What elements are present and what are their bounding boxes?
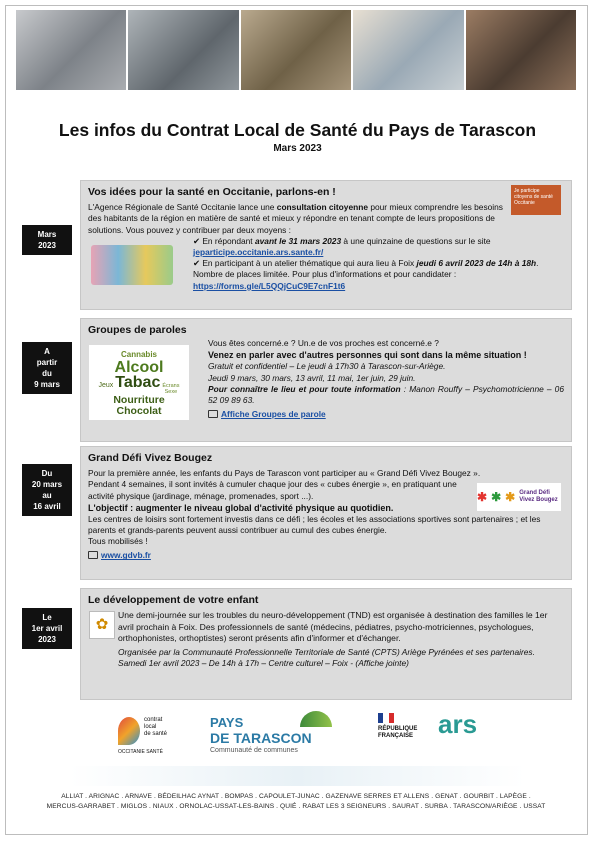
photo-group xyxy=(128,10,238,90)
gdvb-logo: ✱ ✱ ✱ Grand Défi Vivez Bougez xyxy=(477,483,561,511)
folder-icon xyxy=(208,410,218,418)
photo-hands xyxy=(466,10,576,90)
text-line: Pour la première année, les enfants du Pays de Tarascon vont participer au « Grand Défi Vivez Bougez ». xyxy=(88,468,481,479)
link-gdvb[interactable]: www.gdvb.fr xyxy=(101,550,151,561)
text-line: Organisée par la Communauté Professionnelle Territoriale de Santé (CPTS) Ariège Pyrénées et ses partenaires. Samedi 1er avril 2023 – De 14h à 17h – Centre culturel – Foix - (Affiche jointe) xyxy=(118,646,535,669)
text-line: Vous êtes concerné.e ? Un.e de vos proches est concerné.e ? xyxy=(208,338,439,349)
section-heading: Grand Défi Vivez Bougez xyxy=(88,452,213,464)
text-line: Gratuit et confidentiel – Le jeudi à 17h30 à Tarascon-sur-Ariège. xyxy=(208,361,446,372)
date-tag-1: Mars 2023 xyxy=(22,225,72,255)
section-heading: Vos idées pour la santé en Occitanie, parlons-en ! xyxy=(88,186,336,198)
footer-communes: ALLIAT . ARIGNAC . ARNAVE . BÉDEILHAC AYNAT . BOMPAS . CAPOULET-JUNAC . GAZENAVE SERRES ET ALLENS . GENAT . GOURBIT . LAPÈGE . MERCUS-GARRABET . MIGLOS . NIAUX . ORNOLAC-USSAT-LES-BAINS . QUIÉ . RABAT LES 3 SEIGNEURS . SAURAT . SURBA . TARASCON/ARIÈGE . USSAT xyxy=(46,793,546,810)
link-jeparticipe[interactable]: jeparticipe.occitanie.ars.sante.fr/ xyxy=(193,247,324,258)
ars-logo: ars xyxy=(438,709,478,739)
decorative-wave xyxy=(70,766,525,786)
volunteers-illustration xyxy=(91,245,173,285)
top-photo-strip xyxy=(16,10,576,90)
folder-icon xyxy=(88,551,98,559)
section-tnd xyxy=(80,588,572,700)
link-forms[interactable]: https://forms.gle/L5QQjCuC9E7cnF1t6 xyxy=(193,280,346,291)
date-tag-3: Du 20 mars au 16 avril xyxy=(22,464,72,516)
photo-window xyxy=(353,10,463,90)
date-tag-2: A partir du 9 mars xyxy=(22,342,72,394)
text-line: Les centres de loisirs sont fortement investis dans ce défi ; les écoles et les associations sportives sont partenaires ; et les parents et grands-parents peuvent aussi contribuer au cumul des cubes énergie. xyxy=(88,513,541,536)
section-intro: L'Agence Régionale de Santé Occitanie lance une consultation citoyenne pour mieux comprendre les besoins des habitants de la région en matière de santé et mieux y répondre en tenant compte de leurs propositions de solutions. Vous pouvez y contribuer par deux moyens : xyxy=(88,202,503,235)
section-heading: Le développement de votre enfant xyxy=(88,594,259,606)
brain-icon: ✿ xyxy=(89,611,115,639)
photo-meeting xyxy=(241,10,351,90)
section-gdvb xyxy=(80,446,572,580)
date-tag-4: Le 1er avril 2023 xyxy=(22,608,72,649)
photo-keyboard xyxy=(16,10,126,90)
text-line: Venez en parler avec d'autres personnes qui sont dans la même situation ! xyxy=(208,350,527,361)
text-line: Pendant 4 semaines, il sont invités à cumuler chaque jour des « cubes énergie », en pratiquant une activité physique (jardinage, ménage, promenades, sport ...). xyxy=(88,479,457,501)
section-consultation xyxy=(80,180,572,310)
pays-de-tarascon-logo: PAYS DE TARASCON Communauté de communes xyxy=(210,711,336,759)
page-title: Les infos du Contrat Local de Santé du Pays de Tarascon xyxy=(58,120,537,140)
section-heading: Groupes de paroles xyxy=(88,324,187,336)
text-line: Jeudi 9 mars, 30 mars, 13 avril, 11 mai, 1er juin, 29 juin. xyxy=(208,372,416,383)
link-affiche-groupes[interactable]: Affiche Groupes de parole xyxy=(221,409,326,420)
word-cloud-image: Cannabis Alcool Jeux Tabac Écrans Sexe Nourriture Chocolat xyxy=(89,345,189,420)
page-subtitle: Mars 2023 xyxy=(273,143,322,154)
cls-logo: contrat local de santé OCCITANIE SANTÉ xyxy=(118,717,168,755)
text-line: Une demi-journée sur les troubles du neuro-développement (TND) est organisée à destination des familles le 1er avril prochain à Foix. Des professionnels de santé (médecins, pédiatres, psycho-motriciennes, psychologues, orthophonistes, orthoptistes) seront présents afin d'informer et d'échanger. xyxy=(118,610,548,644)
occitanie-participe-logo: Je participe citoyens de santé Occitanie xyxy=(511,185,561,215)
text-line: Tous mobilisés ! xyxy=(88,536,148,547)
option-2: ✔ En participant à un atelier thématique qui aura lieu à Foix jeudi 6 avril 2023 de 14h à 18h. Nombre de places limitée. Pour plus d'informations et pour candidater : xyxy=(193,258,539,280)
contact-line: Pour connaître le lieu et pour toute information : Manon Rouffy – Psychomotricienne – 06 52 09 89 63. xyxy=(208,383,564,406)
partner-logos xyxy=(0,705,595,765)
republique-francaise-logo: RÉPUBLIQUE FRANÇAISE xyxy=(378,713,434,757)
section-groupes xyxy=(80,318,572,442)
option-1: ✔ En répondant avant le 31 mars 2023 à une quinzaine de questions sur le site xyxy=(193,235,491,246)
text-line: L'objectif : augmenter le niveau global d'activité physique au quotidien. xyxy=(88,502,394,513)
